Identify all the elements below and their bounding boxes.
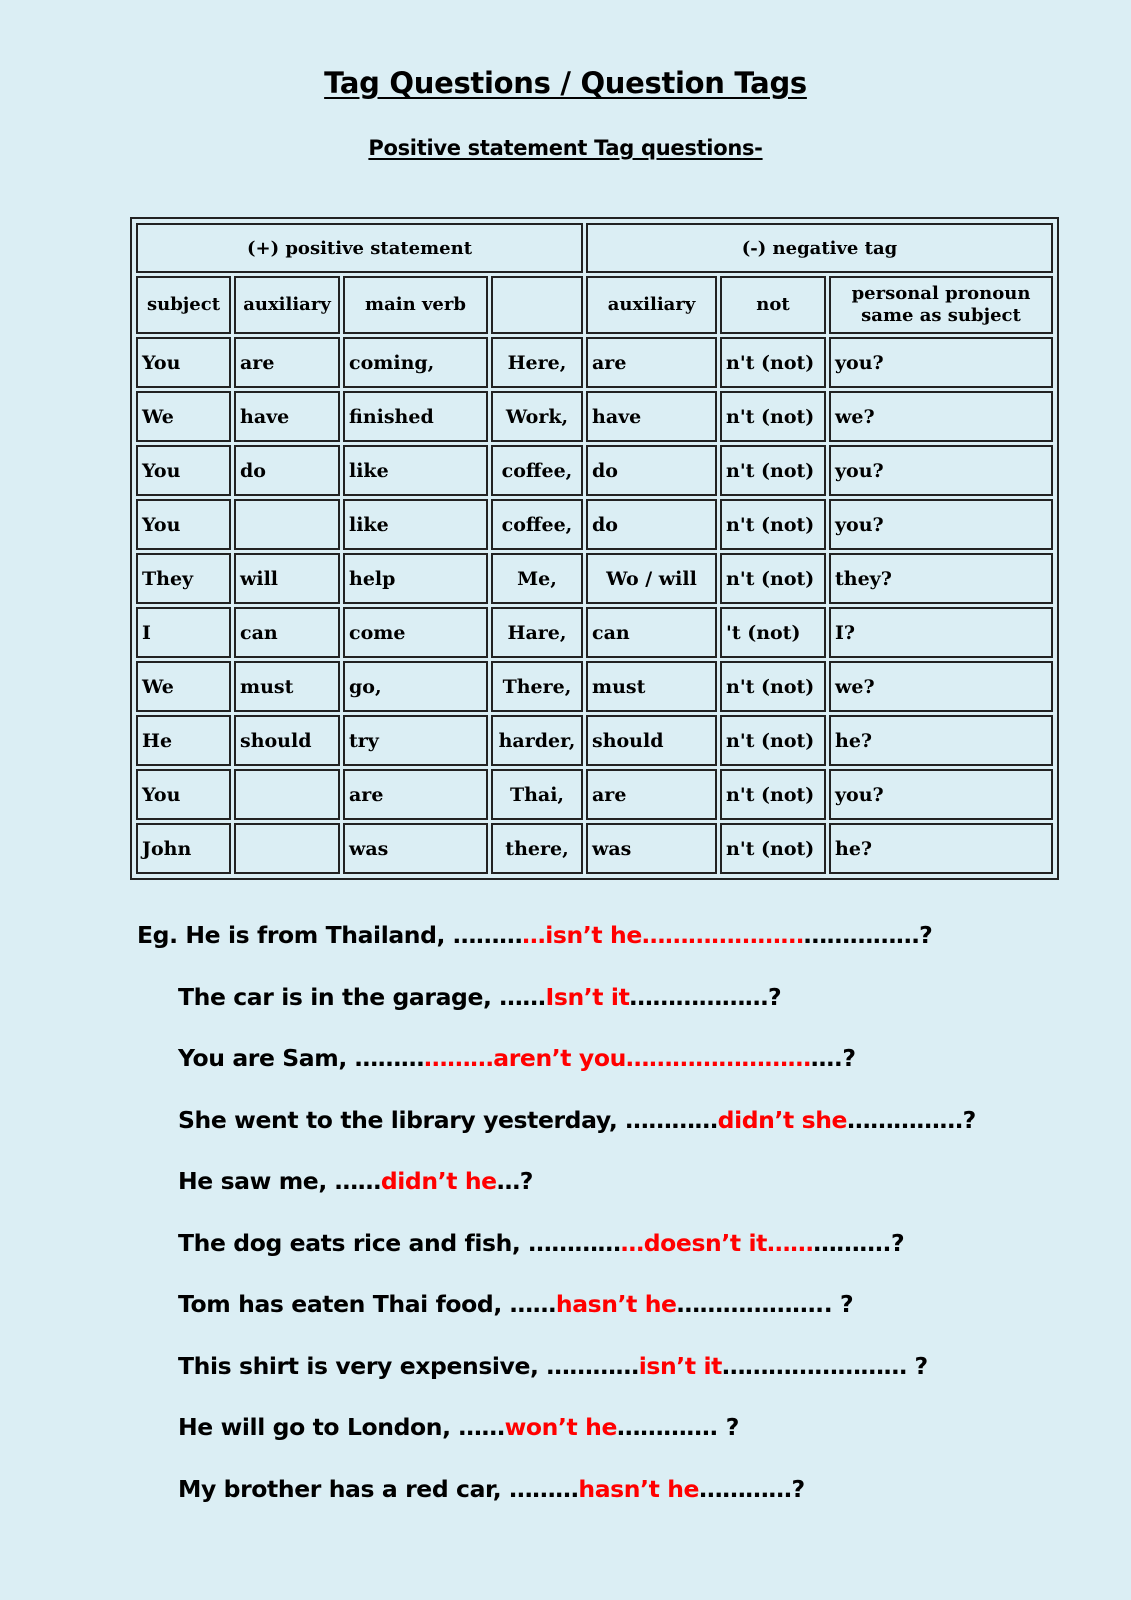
cell-auxiliary (234, 769, 340, 820)
exercise-line (137, 1410, 976, 1472)
sentence-text: My brother has a red car, ……… (178, 1474, 579, 1503)
table-row (136, 445, 1053, 496)
cell-auxiliary: have (234, 391, 340, 442)
cell-auxiliary: can (234, 607, 340, 658)
tag-answer: …doesn’t it…… (620, 1228, 814, 1257)
cell-main-verb: finished (343, 391, 488, 442)
cell-object: Me, (491, 553, 583, 604)
cell-main-verb: help (343, 553, 488, 604)
cell-object: Here, (491, 337, 583, 388)
column-header-object (491, 276, 583, 334)
table-row (136, 661, 1053, 712)
cell-not: n't (not) (720, 661, 826, 712)
cell-subject: You (136, 337, 231, 388)
cell-auxiliary: should (234, 715, 340, 766)
cell-main-verb: like (343, 499, 488, 550)
sentence-text: You are Sam, ……… (178, 1044, 424, 1072)
table-row (136, 823, 1053, 874)
cell-main-verb: try (343, 715, 488, 766)
cell-main-verb: like (343, 445, 488, 496)
cell-tag-auxiliary: have (586, 391, 717, 442)
cell-subject: You (136, 445, 231, 496)
cell-not: n't (not) (720, 499, 826, 550)
sentence-end: …………. ? (617, 1413, 739, 1441)
sentence-end: ……….? (813, 1228, 905, 1257)
cell-pronoun: I? (829, 607, 1053, 658)
cell-object: There, (491, 661, 583, 712)
tag-answer: isn’t it (638, 1351, 722, 1380)
tag-answer: Isn’t it (545, 982, 630, 1011)
tag-answer: won’t he (504, 1413, 618, 1441)
tag-answer: hasn’t he (578, 1474, 700, 1503)
cell-tag-auxiliary: must (586, 661, 717, 712)
cell-not: n't (not) (720, 553, 826, 604)
cell-pronoun: you? (829, 499, 1053, 550)
cell-auxiliary: do (234, 445, 340, 496)
sentence-end: …………? (699, 1474, 805, 1503)
table-row (136, 607, 1053, 658)
tag-answer: didn’t he (380, 1167, 497, 1195)
cell-tag-auxiliary: should (586, 715, 717, 766)
cell-auxiliary: are (234, 337, 340, 388)
cell-object: Hare, (491, 607, 583, 658)
group-header-negative: (-) negative tag (586, 223, 1053, 273)
column-header-row (136, 276, 1053, 334)
cell-pronoun: he? (829, 823, 1053, 874)
page-subtitle: Positive statement Tag questions- (368, 136, 763, 160)
page-title: Tag Questions / Question Tags (324, 66, 807, 100)
cell-object: Thai, (491, 769, 583, 820)
cell-main-verb: come (343, 607, 488, 658)
exercise-line (137, 1041, 976, 1103)
table-row (136, 499, 1053, 550)
sentence-text: Tom has eaten Thai food, …… (178, 1290, 556, 1318)
cell-tag-auxiliary: can (586, 607, 717, 658)
cell-object: there, (491, 823, 583, 874)
exercise-line (137, 1349, 976, 1411)
cell-pronoun: you? (829, 769, 1053, 820)
tag-answer: ………aren’t you…………………… (423, 1044, 811, 1072)
cell-auxiliary (234, 823, 340, 874)
examples-list (137, 918, 976, 1533)
cell-subject: You (136, 499, 231, 550)
exercise-line (137, 980, 976, 1042)
cell-tag-auxiliary: are (586, 769, 717, 820)
exercise-line (137, 1226, 976, 1288)
tag-question-table-frame (130, 217, 1059, 880)
cell-subject: They (136, 553, 231, 604)
cell-pronoun: we? (829, 661, 1053, 712)
cell-subject: John (136, 823, 231, 874)
cell-tag-auxiliary: are (586, 337, 717, 388)
cell-not: n't (not) (720, 715, 826, 766)
cell-not: 't (not) (720, 607, 826, 658)
cell-subject: We (136, 661, 231, 712)
sentence-text: Eg. He is from Thailand, ……… (137, 921, 523, 949)
cell-tag-auxiliary: was (586, 823, 717, 874)
sentence-text: He will go to London, …… (178, 1413, 505, 1441)
sentence-text: The car is in the garage, …… (178, 982, 546, 1011)
table-row (136, 553, 1053, 604)
cell-not: n't (not) (720, 769, 826, 820)
sentence-text: She went to the library yesterday, ………… (178, 1105, 718, 1134)
group-header-positive: (+) positive statement (136, 223, 583, 273)
column-header-tag-auxiliary: auxiliary (586, 276, 717, 334)
table-row (136, 391, 1053, 442)
cell-pronoun: you? (829, 337, 1053, 388)
column-header-main-verb: main verb (343, 276, 488, 334)
column-header-subject: subject (136, 276, 231, 334)
sentence-text: The dog eats rice and fish, ………… (178, 1228, 621, 1257)
cell-not: n't (not) (720, 445, 826, 496)
cell-not: n't (not) (720, 337, 826, 388)
exercise-line (137, 1164, 976, 1226)
cell-not: n't (not) (720, 823, 826, 874)
column-header-auxiliary: auxiliary (234, 276, 340, 334)
tag-answer: …isn’t he………………… (522, 921, 804, 949)
cell-not: n't (not) (720, 391, 826, 442)
cell-pronoun: we? (829, 391, 1053, 442)
sentence-text: This shirt is very expensive, ………… (178, 1351, 639, 1380)
cell-main-verb: was (343, 823, 488, 874)
tag-answer: didn’t she (717, 1105, 848, 1134)
cell-main-verb: coming, (343, 337, 488, 388)
cell-main-verb: go, (343, 661, 488, 712)
column-header-pronoun: personal pronoun same as subject (829, 276, 1053, 334)
cell-object: coffee, (491, 445, 583, 496)
column-header-not: not (720, 276, 826, 334)
sentence-end: ………………? (629, 982, 782, 1011)
cell-auxiliary: must (234, 661, 340, 712)
cell-auxiliary: will (234, 553, 340, 604)
example-line (137, 918, 976, 980)
sentence-end: ….? (810, 1044, 856, 1072)
cell-subject: We (136, 391, 231, 442)
cell-auxiliary (234, 499, 340, 550)
cell-pronoun: he? (829, 715, 1053, 766)
sentence-end: ……………? (847, 1105, 976, 1134)
cell-subject: You (136, 769, 231, 820)
cell-tag-auxiliary: Wo / will (586, 553, 717, 604)
sentence-end: ……………? (803, 921, 933, 949)
table-row (136, 715, 1053, 766)
sentence-end: ……………….. ? (676, 1290, 854, 1318)
sentence-end: …………………… ? (721, 1351, 928, 1380)
cell-tag-auxiliary: do (586, 499, 717, 550)
table-row (136, 337, 1053, 388)
sentence-end: …? (496, 1167, 534, 1195)
cell-object: harder, (491, 715, 583, 766)
group-header-row (136, 223, 1053, 273)
cell-object: Work, (491, 391, 583, 442)
exercise-line (137, 1103, 976, 1165)
sentence-text: He saw me, …… (178, 1167, 381, 1195)
tag-answer: hasn’t he (555, 1290, 677, 1318)
cell-main-verb: are (343, 769, 488, 820)
cell-pronoun: they? (829, 553, 1053, 604)
cell-tag-auxiliary: do (586, 445, 717, 496)
tag-question-table (133, 220, 1056, 877)
cell-subject: He (136, 715, 231, 766)
cell-object: coffee, (491, 499, 583, 550)
cell-subject: I (136, 607, 231, 658)
table-row (136, 769, 1053, 820)
exercise-line (137, 1472, 976, 1534)
exercise-line (137, 1287, 976, 1349)
cell-pronoun: you? (829, 445, 1053, 496)
